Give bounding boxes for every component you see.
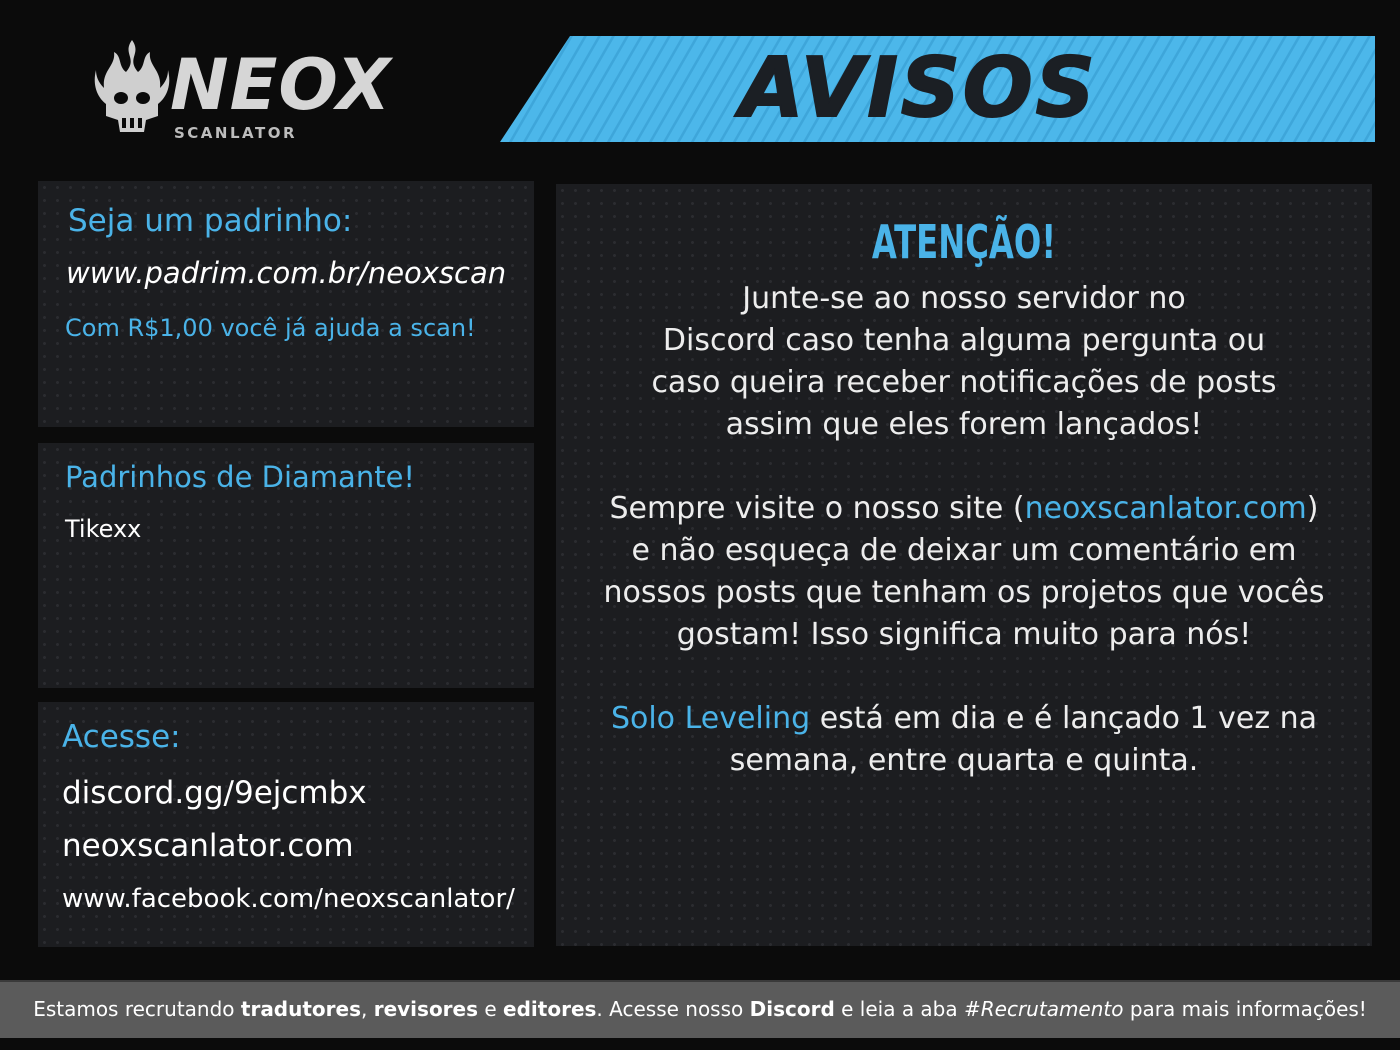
neox-logo — [92, 36, 412, 146]
footer-bold-translators: tradutores — [240, 997, 361, 1021]
banner-title: AVISOS — [740, 41, 1098, 136]
sponsor-panel — [38, 181, 534, 427]
notice-text: está em dia e é lançado 1 vez na — [810, 701, 1318, 736]
notice-panel — [556, 184, 1372, 946]
notice-paragraph-release — [556, 698, 1372, 782]
footer-text: , — [361, 997, 374, 1021]
notice-line: Discord caso tenha alguma pergunta ou — [662, 323, 1266, 358]
avisos-banner — [500, 36, 1375, 142]
footer-bold-editors: editores — [503, 997, 597, 1021]
logo-subtitle: SCANLATOR — [174, 124, 298, 142]
footer-text: . Acesse nosso — [596, 997, 750, 1021]
discord-link[interactable]: discord.gg/9ejcmbx — [62, 775, 367, 811]
footer-text: Estamos recrutando — [33, 997, 241, 1021]
notice-paragraph-discord — [556, 278, 1372, 446]
diamond-sponsors-panel — [38, 443, 534, 688]
notice-line: assim que eles forem lançados! — [725, 407, 1203, 442]
series-highlight: Solo Leveling — [610, 701, 811, 736]
diamond-heading: Padrinhos de Diamante! — [65, 460, 416, 494]
notice-paragraph-site — [556, 488, 1372, 656]
footer-text: e — [478, 997, 504, 1021]
notice-title: ATENÇÃO! — [871, 215, 1057, 269]
sponsor-url[interactable]: www.padrim.com.br/neoxscan — [66, 256, 507, 290]
access-heading: Acesse: — [62, 719, 181, 755]
flame-skull-icon — [92, 36, 172, 136]
footer-italic-channel: #Recrutamento — [964, 997, 1124, 1021]
diamond-sponsor-name: Tikexx — [65, 515, 142, 543]
notice-line: caso queira receber notificações de posts — [651, 365, 1277, 400]
notice-text: ) — [1306, 491, 1319, 526]
notice-line: semana, entre quarta e quinta. — [729, 743, 1199, 778]
facebook-link[interactable]: www.facebook.com/neoxscanlator/ — [62, 884, 515, 914]
recruitment-footer — [0, 980, 1400, 1038]
site-link[interactable]: neoxscanlator.com — [62, 828, 354, 864]
notice-line: Junte-se ao nosso servidor no — [742, 281, 1186, 316]
notice-line: nossos posts que tenham os projetos que vocês — [603, 575, 1325, 610]
notice-line: e não esqueça de deixar um comentário em — [631, 533, 1297, 568]
footer-text: e leia a aba — [834, 997, 964, 1021]
footer-bold-reviewers: revisores — [373, 997, 479, 1021]
notice-line: gostam! Isso significa muito para nós! — [676, 617, 1252, 652]
logo-name: NEOX — [170, 44, 392, 126]
sponsor-note: Com R$1,00 você já ajuda a scan! — [65, 314, 476, 342]
sponsor-heading: Seja um padrinho: — [68, 203, 353, 239]
notice-line — [556, 698, 1372, 740]
site-highlight-link[interactable]: neoxscanlator.com — [1024, 491, 1307, 526]
footer-bold-discord: Discord — [749, 997, 835, 1021]
notice-line — [556, 488, 1372, 530]
footer-text: para mais informações! — [1123, 997, 1367, 1021]
notice-text: Sempre visite o nosso site ( — [609, 491, 1025, 526]
access-panel — [38, 702, 534, 947]
